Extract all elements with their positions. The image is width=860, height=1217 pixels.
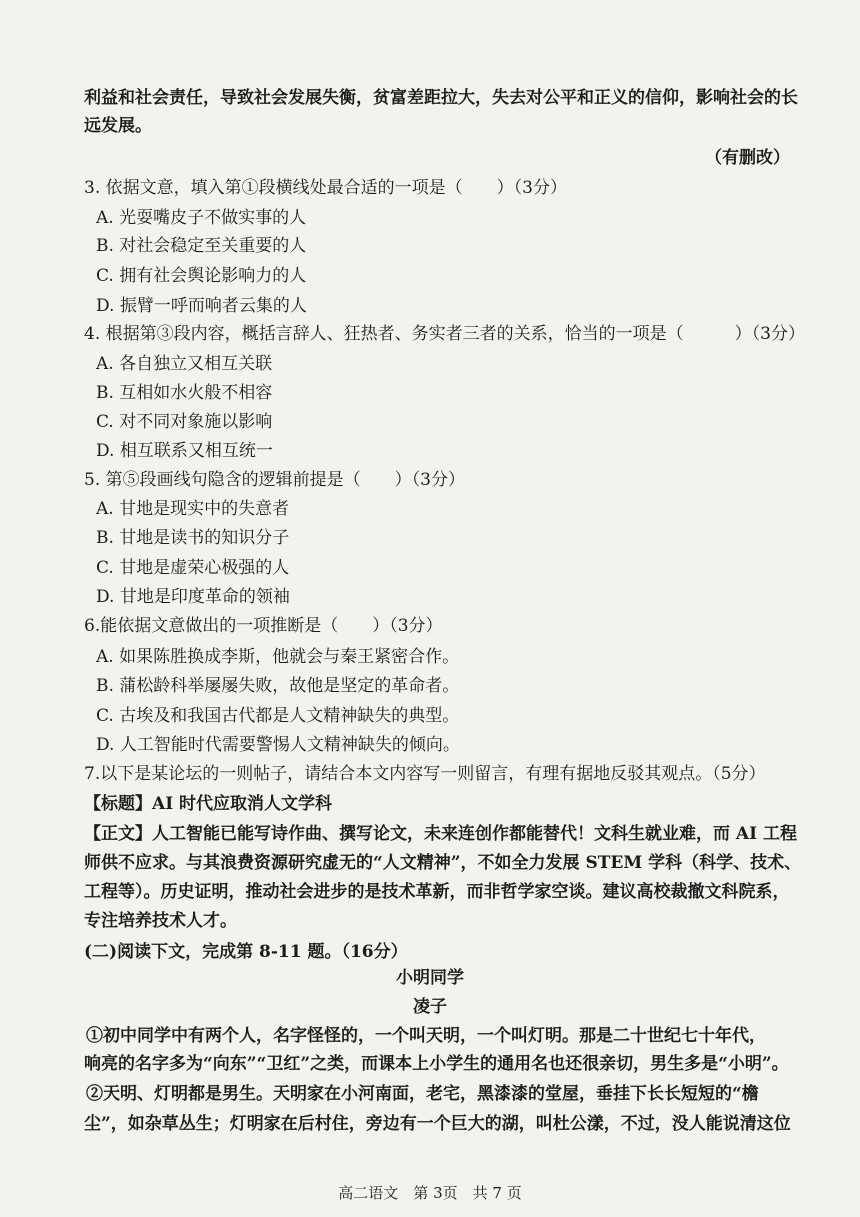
question-4-option-a: A. 各自独立又相互关联 [96,354,273,374]
article-paragraph-line: ②天明、灯明都是男生。天明家在小河南面，老宅，黑漆漆的堂屋，垂挂下长长短短的“檐 [86,1084,759,1104]
article-paragraph-line: ①初中同学中有两个人，名字怪怪的，一个叫天明，一个叫灯明。那是二十世纪七十年代， [86,1026,766,1046]
question-5-option-c: C. 甘地是虚荣心极强的人 [96,558,290,578]
question-5-option-b: B. 甘地是读书的知识分子 [96,528,290,548]
question-6-option-b: B. 蒲松龄科举屡屡失败，故他是坚定的革命者。 [96,676,460,696]
question-5-stem: 5. 第⑤段画线句隐含的逻辑前提是（ ）（3分） [84,470,465,490]
question-6-option-d: D. 人工智能时代需要警惕人文精神缺失的倾向。 [96,735,460,755]
article-title: 小明同学 [396,968,464,988]
question-4-stem: 4. 根据第③段内容，概括言辞人、狂热者、务实者三者的关系，恰当的一项是（ ）（3分） [84,324,805,344]
question-6-option-a: A. 如果陈胜换成李斯，他就会与秦王紧密合作。 [96,647,460,667]
question-3-option-a: A. 光耍嘴皮子不做实事的人 [96,208,307,228]
intro-line-2: 远发展。 [84,116,152,136]
forum-post-body-line: 工程等）。历史证明，推动社会进步的是技术革新，而非哲学家空谈。建议高校裁撤文科院系， [84,882,790,902]
forum-post-body-line: 【正文】人工智能已能写诗作曲、撰写论文，未来连创作都能替代！文科生就业难，而 AI 工程 [84,824,797,844]
question-3-option-d: D. 振臂一呼而响者云集的人 [96,296,307,316]
forum-post-body-line: 师供不应求。与其浪费资源研究虚无的“人文精神”，不如全力发展 STEM 学科（科学、技术、 [84,853,802,873]
question-5-option-d: D. 甘地是印度革命的领袖 [96,587,290,607]
question-4-option-c: C. 对不同对象施以影响 [96,412,273,432]
question-5-option-a: A. 甘地是现实中的失意者 [96,499,290,519]
question-3-option-c: C. 拥有社会舆论影响力的人 [96,266,307,286]
article-paragraph-line: 尘”，如杂草丛生；灯明家在后村住，旁边有一个巨大的湖，叫杜公漾，不过，没人能说清这位 [84,1114,791,1134]
page-footer: 高二语文 第 3页 共 7 页 [338,1184,522,1202]
forum-post-title: 【标题】AI 时代应取消人文学科 [84,794,333,814]
source-note: （有删改） [705,148,790,168]
question-4-option-b: B. 互相如水火般不相容 [96,383,273,403]
section-2-heading: (二)阅读下文，完成第 8-11 题。（16分） [84,942,408,962]
question-3-option-b: B. 对社会稳定至关重要的人 [96,236,307,256]
question-6-stem: 6.能依据文意做出的一项推断是（ ）（3分） [84,616,443,636]
question-6-option-c: C. 古埃及和我国古代都是人文精神缺失的典型。 [96,706,460,726]
question-3-stem: 3. 依据文意，填入第①段横线处最合适的一项是（ ）（3分） [84,178,567,198]
question-4-option-d: D. 相互联系又相互统一 [96,441,273,461]
intro-line-1: 利益和社会责任，导致社会发展失衡，贫富差距拉大，失去对公平和正义的信仰，影响社会的长 [84,88,798,108]
forum-post-body-line: 专注培养技术人才。 [84,911,237,931]
question-7-stem: 7.以下是某论坛的一则帖子，请结合本文内容写一则留言，有理有据地反驳其观点。（5分） [84,764,766,784]
article-author: 凌子 [413,997,447,1017]
article-paragraph-line: 响亮的名字多为“向东”“卫红”之类，而课本上小学生的通用名也还很亲切，男生多是“小明”。 [84,1054,789,1074]
